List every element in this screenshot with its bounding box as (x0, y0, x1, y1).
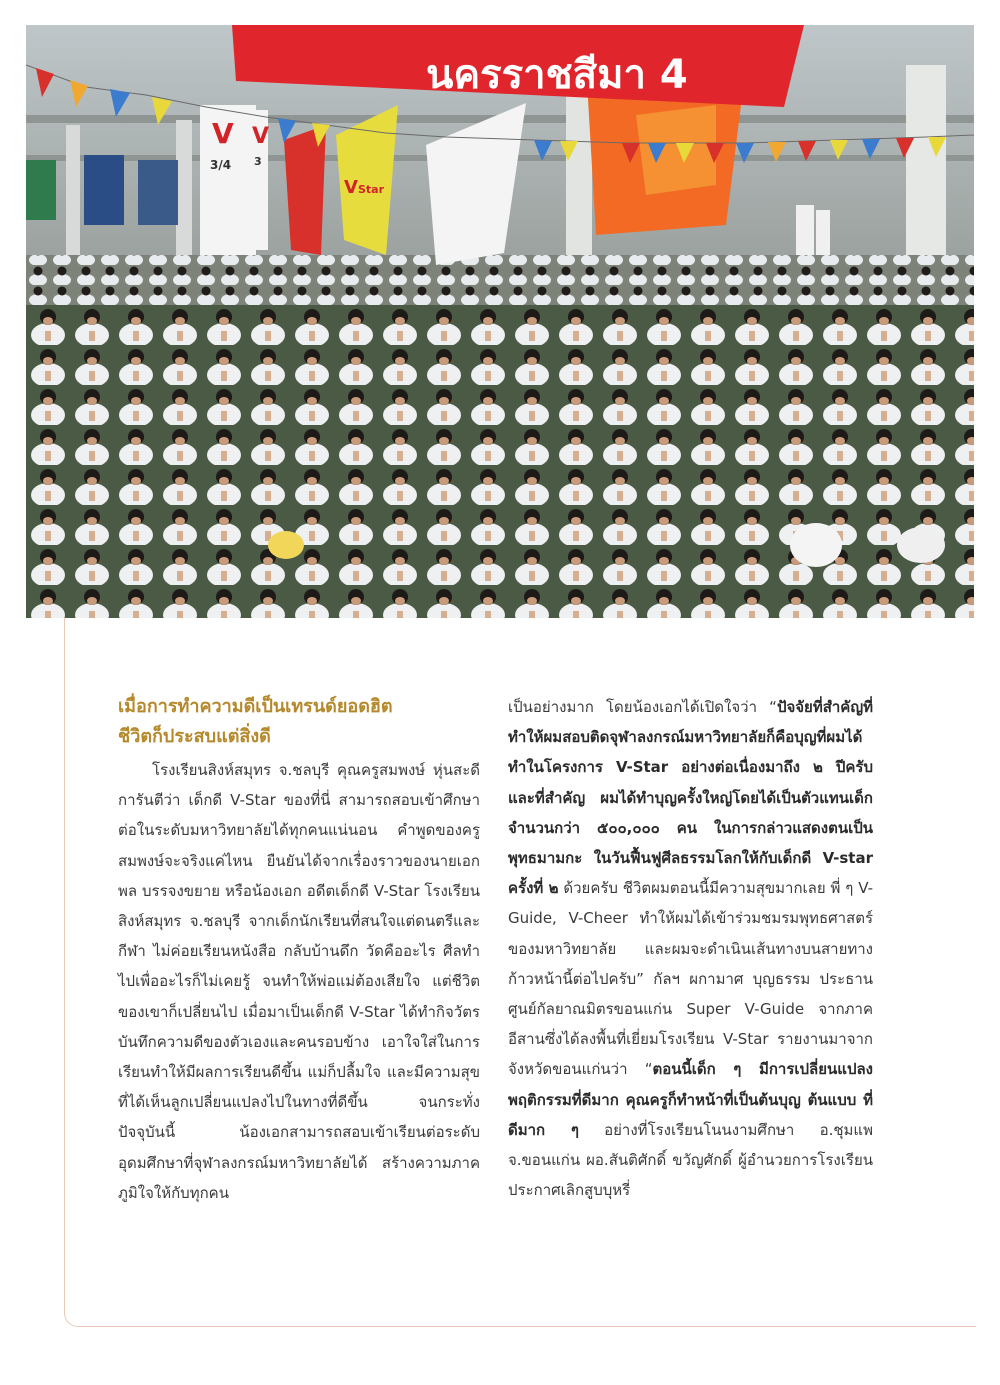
banner-text: นครราชสีมา 4 (426, 52, 688, 98)
flag-1-letter: V (212, 117, 234, 150)
heading-line-2: ชีวิตก็ประสบแต่สิ่งดี (118, 726, 271, 747)
article-heading (118, 692, 480, 752)
right-intro: เป็นอย่างมาก โดยน้องเอกได้เปิดใจว่า “ (508, 698, 777, 716)
right-column (508, 692, 873, 1205)
flag-3-letter: V (344, 177, 358, 198)
flag-2-sub: 3 (254, 155, 262, 168)
flag-1-sub: 3/4 (210, 158, 232, 172)
right-body-text (508, 692, 873, 1205)
heading-line-1: เมื่อการทำความดีเป็นเทรนด์ยอดฮิต (118, 696, 393, 717)
quote-bold-2: ตอนนี้เด็ก ๆ มีการเปลี่ยนแปลงพฤติกรรมที่ดีมาก คุณครูก็ทำหน้าที่เป็นต้นบุญ ต้นแบบ ที่ดีมาก ๆ (508, 1060, 873, 1139)
students-praying-photo (26, 25, 974, 618)
quote-bold-1: ปัจจัยที่สำคัญที่ทำให้ผมสอบติดจุฬาลงกรณ์มหาวิทยาลัยก็คือบุญที่ผมได้ทำในโครงการ V-Star อย่างต่อเนื่องมาถึง ๒ ปีครับ และที่สำคัญ ผมได้ทำบุญครั้งใหญ่โดยได้เป็นตัวแทนเด็กจำนวนกว่า ๕๐๐,๐๐๐ คน ในการกล่าวแสดงตนเป็นพุทธมามกะ ในวันฟื้นฟูศีลธรรมโลกให้กับเด็กดี V-star ครั้งที่ ๒ (508, 698, 873, 898)
left-column (118, 692, 480, 1208)
article-photo (26, 25, 974, 618)
left-body-text: โรงเรียนสิงห์สมุทร จ.ชลบุรี คุณครูสมพงษ์ หุ่นสะดี การันตีว่า เด็กดี V-Star ของที่นี่ สามารถสอบเข้าศึกษาต่อในระดับมหาวิทยาลัยได้ทุกคนแน่นอน คำพูดของครูสมพงษ์จะจริงแค่ไหน ยืนยันได้จากเรื่องราวของนายเอกพล บรรจงขยาย หรือน้องเอก อดีตเด็กดี V-Star โรงเรียนสิงห์สมุทร จ.ชลบุรี จากเด็กนักเรียนที่สนใจแต่ดนตรีและกีฬา ไม่ค่อยเรียนหนังสือ กลับบ้านดึก วัดคืออะไร ศีลทำไปเพื่ออะไรก็ไม่เคยรู้ จนทำให้พ่อแม่ต้องเสียใจ แต่ชีวิตของเขาก็เปลี่ยนไป เมื่อมาเป็นเด็กดี V-Star ได้ทำกิจวัตรบันทึกความดีของตัวเองและคนรอบข้าง เอาใจใส่ในการเรียนทำให้มีผลการเรียนดีขึ้น แม่ก็ปลื้มใจ และมีความสุขที่ได้เห็นลูกเปลี่ยนแปลงไปในทางที่ดีขึ้น จนกระทั่งปัจจุบันนี้ น้องเอกสามารถสอบเข้าเรียนต่อระดับอุดมศึกษาที่จุฬาลงกรณ์มหาวิทยาลัยได้ สร้างความภาคภูมิใจให้กับทุกคน (118, 761, 480, 1202)
right-end: อย่างที่โรงเรียนโนนงามศึกษา อ.ชุมแพ จ.ขอนแก่น ผอ.สันติศักดิ์ ขวัญศักดิ์ ผู้อำนวยการโรงเรียน ประกาศเลิกสูบบุหรี่ (508, 1120, 873, 1200)
right-after-quote: ด้วยครับ ชีวิตผมตอนนี้มีความสุขมากเลย พี่ ๆ V-Guide, V-Cheer ทำให้ผมได้เข้าร่วมชมรมพุทธศาสตร์ของมหาวิทยาลัย และผมจะดำเนินเส้นทางบนสายทางก้าวหน้านี้ต่อไปครับ” กัลฯ ผกามาศ บุญธรรม ประธานศูนย์กัลยาณมิตรขอนแก่น Super V-Guide จากภาคอีสานซึ่งได้ลงพื้นที่เยี่ยมโรงเรียน V-Star รายงานมาจากจังหวัดขอนแก่นว่า “ (508, 879, 873, 1079)
flag-3-sub: Star (358, 183, 385, 196)
flag-2-letter: V (252, 124, 270, 149)
